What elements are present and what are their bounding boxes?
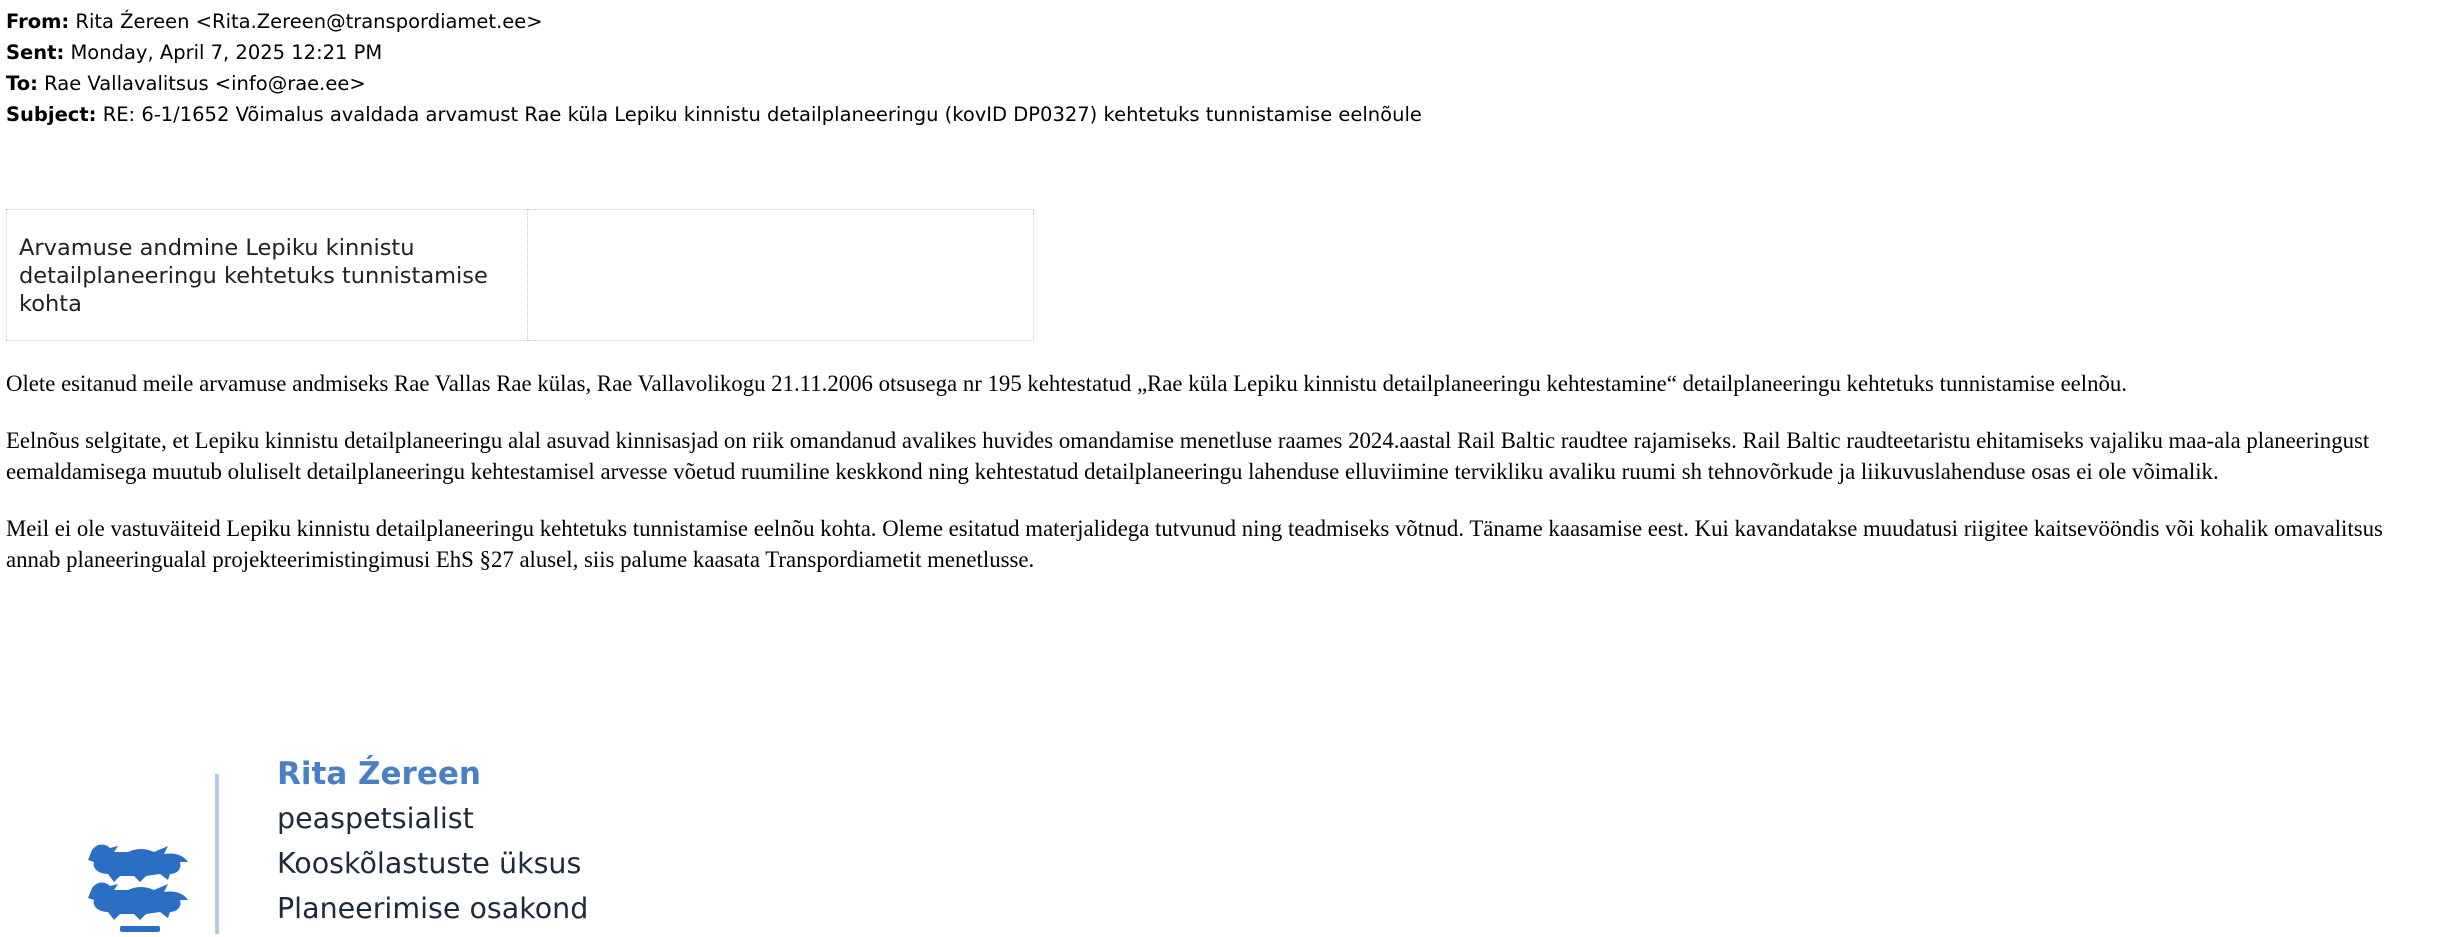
from-label: From: xyxy=(6,10,70,33)
estonian-coat-of-arms-icon xyxy=(84,836,196,937)
signature-name: Rita Źereen xyxy=(277,756,481,792)
info-table xyxy=(6,209,1034,341)
signature-block xyxy=(277,752,588,931)
from-value: Rita Źereen <Rita.Zereen@transpordiamet.ee> xyxy=(75,10,543,33)
signature-title: peaspetsialist xyxy=(277,802,474,835)
signature-divider xyxy=(215,774,219,934)
subject-value: RE: 6-1/1652 Võimalus avaldada arvamust Rae küla Lepiku kinnistu detailplaneeringu (kovID DP0327) kehtetuks tunnistamise eelnõule xyxy=(102,103,1422,126)
body-paragraph: Olete esitanud meile arvamuse andmiseks Rae Vallas Rae külas, Rae Vallavolikogu 21.11.2006 otsusega nr 195 kehtestatud „Rae küla Lepiku kinnistu detailplaneeringu kehtestamine“ detailplaneeringu kehtetuks tunnistamise eelnõu. xyxy=(6,371,2128,396)
sent-label: Sent: xyxy=(6,41,65,64)
signature-department: Planeerimise osakond xyxy=(277,892,589,925)
subject-label: Subject: xyxy=(6,103,97,126)
sent-value: Monday, April 7, 2025 12:21 PM xyxy=(70,41,383,64)
email-body xyxy=(6,368,2436,601)
info-table-row xyxy=(7,210,1034,341)
to-label: To: xyxy=(6,72,38,95)
body-paragraph: Meil ei ole vastuväiteid Lepiku kinnistu detailplaneeringu kehtetuks tunnistamise eelnõu kohta. Oleme esitatud materjalidega tutvunud ning teadmiseks võtnud. Täname kaasamise eest. Kui kavandatakse muudatusi riigitee kaitsevööndis või kohalik omavalitsus annab planeeringualal projekteerimistingimusi EhS §27 alusel, siis palume kaasata Transpordiametit menetlusse. xyxy=(6,516,2383,572)
body-paragraph: Eelnõus selgitate, et Lepiku kinnistu detailplaneeringu alal asuvad kinnisasjad on riik omandanud avalikes huvides omandamise menetluse raames 2024.aastal Rail Baltic raudtee rajamiseks. Rail Baltic raudteetaristu ehitamiseks vajaliku maa-ala planeeringust eemaldamisega muutub oluliselt detailplaneeringu kehtestamisel arvesse võetud ruumiline keskkond ning kehtestatud detailplaneeringu lahenduse elluviimine tervikliku avaliku ruumi sh tehnovõrkude ja liikuvuslahenduse osas ei ole võimalik. xyxy=(6,428,2370,484)
info-table-empty-cell xyxy=(528,210,1034,341)
info-table-title-cell: Arvamuse andmine Lepiku kinnistu detailplaneeringu kehtetuks tunnistamise kohta xyxy=(7,210,528,341)
email-header xyxy=(6,6,1422,130)
from-line xyxy=(6,6,1422,37)
signature-unit: Kooskõlastuste üksus xyxy=(277,847,582,880)
sent-line xyxy=(6,37,1422,68)
to-value: Rae Vallavalitsus <info@rae.ee> xyxy=(44,72,366,95)
to-line xyxy=(6,68,1422,99)
subject-line xyxy=(6,99,1422,130)
